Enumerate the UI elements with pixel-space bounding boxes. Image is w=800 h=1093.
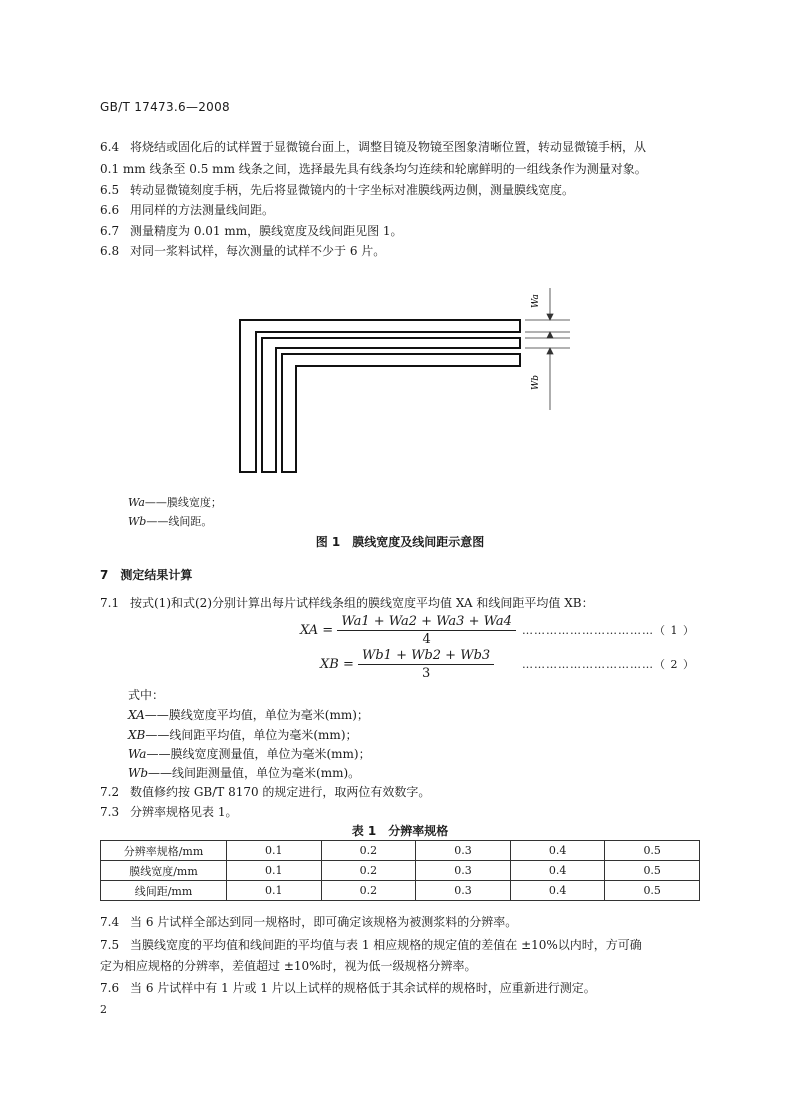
- formula-fraction: [358, 648, 494, 681]
- clause-number: 7.5: [100, 938, 120, 952]
- table-cell: 0.4: [510, 861, 605, 881]
- table-cell: 0.2: [321, 841, 416, 861]
- table-cell: 0.3: [416, 881, 511, 901]
- clause-number: 7.3: [100, 805, 120, 819]
- formula-2: [320, 648, 494, 681]
- clause-6-4-continued: 0.1 mm 线条至 0.5 mm 线条之间，选择最先具有线条均匀连续和轮廓鲜明的一组线条作为测量对象。: [100, 162, 647, 176]
- clause-text: 数值修约按 GB/T 8170 的规定进行，取两位有效数字。: [130, 785, 431, 799]
- page-number: 2: [100, 1003, 107, 1016]
- clause-text: 用同样的方法测量线间距。: [130, 203, 275, 217]
- clause-7-4: [100, 913, 700, 931]
- clause-7-1: [100, 594, 700, 612]
- clause-text: 对同一浆料试样，每次测量的试样不少于 6 片。: [130, 244, 386, 258]
- table-cell: 0.1: [227, 881, 322, 901]
- section-7-title: 7 测定结果计算: [100, 568, 193, 582]
- where-text: ——线间距测量值，单位为毫米(mm)。: [148, 766, 361, 780]
- where-symbol: XA: [128, 708, 145, 722]
- where-wb: [128, 764, 360, 781]
- formula-lhs: XA =: [300, 623, 334, 638]
- clause-number: 6.6: [100, 203, 120, 217]
- clause-number: 6.5: [100, 183, 120, 197]
- clause-7-5-continued: 定为相应规格的分辨率，差值超过 ±10%时，视为低一级规格分辨率。: [100, 959, 477, 973]
- clause-6-8: [100, 242, 700, 260]
- legend-text: ——线间距。: [146, 515, 213, 528]
- clause-text: 当 6 片试样中有 1 片或 1 片以上试样的规格低于其余试样的规格时，应重新进行测定。: [130, 981, 596, 995]
- figure-caption: 图 1 膜线宽度及线间距示意图: [315, 535, 485, 549]
- table-cell: 0.1: [227, 861, 322, 881]
- row-header: 分辨率规格/mm: [101, 841, 227, 861]
- legend-text: ——膜线宽度；: [144, 496, 222, 509]
- where-xa: [128, 706, 369, 723]
- where-symbol: Wb: [128, 766, 149, 780]
- table-row: [101, 881, 700, 901]
- table-cell: 0.2: [321, 881, 416, 901]
- clause-text: 测量精度为 0.01 mm，膜线宽度及线间距见图 1。: [130, 224, 403, 238]
- clause-number: 6.8: [100, 244, 120, 258]
- table-cell: 0.5: [605, 881, 700, 901]
- clause-text: 转动显微镜刻度手柄，先后将显微镜内的十字坐标对准膜线两边侧，测量膜线宽度。: [130, 183, 575, 197]
- where-wa: [128, 745, 371, 762]
- table-cell: 0.4: [510, 881, 605, 901]
- table-cell: 0.5: [605, 861, 700, 881]
- clause-number: 7.4: [100, 915, 120, 929]
- where-xb: [128, 726, 358, 743]
- figure-legend-wa: [128, 494, 222, 510]
- clause-7-2: [100, 783, 700, 801]
- where-title: 式中：: [128, 688, 165, 702]
- formula-numerator: Wa1 + Wa2 + Wa3 + Wa4: [337, 614, 516, 631]
- middle-film-line: [262, 338, 520, 472]
- clause-text: 分辨率规格见表 1。: [130, 805, 238, 819]
- inner-film-line: [282, 354, 520, 472]
- row-header: 膜线宽度/mm: [101, 861, 227, 881]
- clause-number: 6.7: [100, 224, 120, 238]
- clause-text: 按式(1)和式(2)分别计算出每片试样线条组的膜线宽度平均值 XA 和线间距平均值 XB：: [130, 596, 594, 610]
- clause-number: 7.2: [100, 785, 120, 799]
- table-cell: 0.1: [227, 841, 322, 861]
- table-row: [101, 841, 700, 861]
- clause-6-5: [100, 181, 700, 199]
- clause-number: 6.4: [100, 140, 120, 154]
- row-header: 线间距/mm: [101, 881, 227, 901]
- table-cell: 0.4: [510, 841, 605, 861]
- legend-symbol: Wa: [128, 496, 145, 509]
- equation-number-2: ……………………………（ 2 ）: [522, 658, 695, 671]
- where-text: ——线间距平均值，单位为毫米(mm)；: [145, 728, 358, 742]
- clause-7-6: [100, 979, 700, 997]
- where-text: ——膜线宽度测量值，单位为毫米(mm)；: [146, 747, 371, 761]
- clause-number: 7.6: [100, 981, 120, 995]
- standard-number-header: GB/T 17473.6—2008: [100, 100, 230, 114]
- clause-number: 7.1: [100, 596, 120, 610]
- clause-text: 将烧结或固化后的试样置于显微镜台面上，调整目镜及物镜至图象清晰位置，转动显微镜手柄，从: [130, 140, 647, 154]
- formula-lhs: XB =: [320, 657, 354, 672]
- resolution-table: [100, 840, 700, 901]
- table-caption: 表 1 分辨率规格: [351, 824, 449, 838]
- table-cell: 0.3: [416, 861, 511, 881]
- clause-6-6: [100, 201, 700, 219]
- figure-legend-wb: [128, 513, 212, 529]
- table-cell: 0.5: [605, 841, 700, 861]
- clause-text: 当膜线宽度的平均值和线间距的平均值与表 1 相应规格的规定值的差值在 ±10%以内时，方可确: [130, 938, 642, 952]
- formula-denominator: 4: [422, 632, 431, 647]
- table-row: [101, 861, 700, 881]
- clause-6-4: [100, 138, 700, 156]
- where-symbol: Wa: [128, 747, 147, 761]
- formula-fraction: [337, 614, 516, 647]
- table-cell: 0.2: [321, 861, 416, 881]
- film-line-diagram: [220, 280, 580, 480]
- formula-denominator: 3: [421, 666, 431, 681]
- legend-symbol: Wb: [128, 515, 147, 528]
- clause-6-7: [100, 222, 700, 240]
- clause-7-3: [100, 803, 700, 821]
- formula-1: [300, 614, 516, 647]
- wb-dimension-label: Wb: [531, 374, 541, 390]
- clause-7-5: [100, 936, 700, 954]
- wa-dimension-label: Wa: [531, 294, 541, 308]
- table-cell: 0.3: [416, 841, 511, 861]
- where-text: ——膜线宽度平均值，单位为毫米(mm)；: [144, 708, 369, 722]
- formula-numerator: Wb1 + Wb2 + Wb3: [358, 648, 494, 665]
- clause-text: 当 6 片试样全部达到同一规格时，即可确定该规格为被测浆料的分辨率。: [130, 915, 518, 929]
- where-symbol: XB: [128, 728, 146, 742]
- equation-number-1: ……………………………（ 1 ）: [522, 624, 695, 637]
